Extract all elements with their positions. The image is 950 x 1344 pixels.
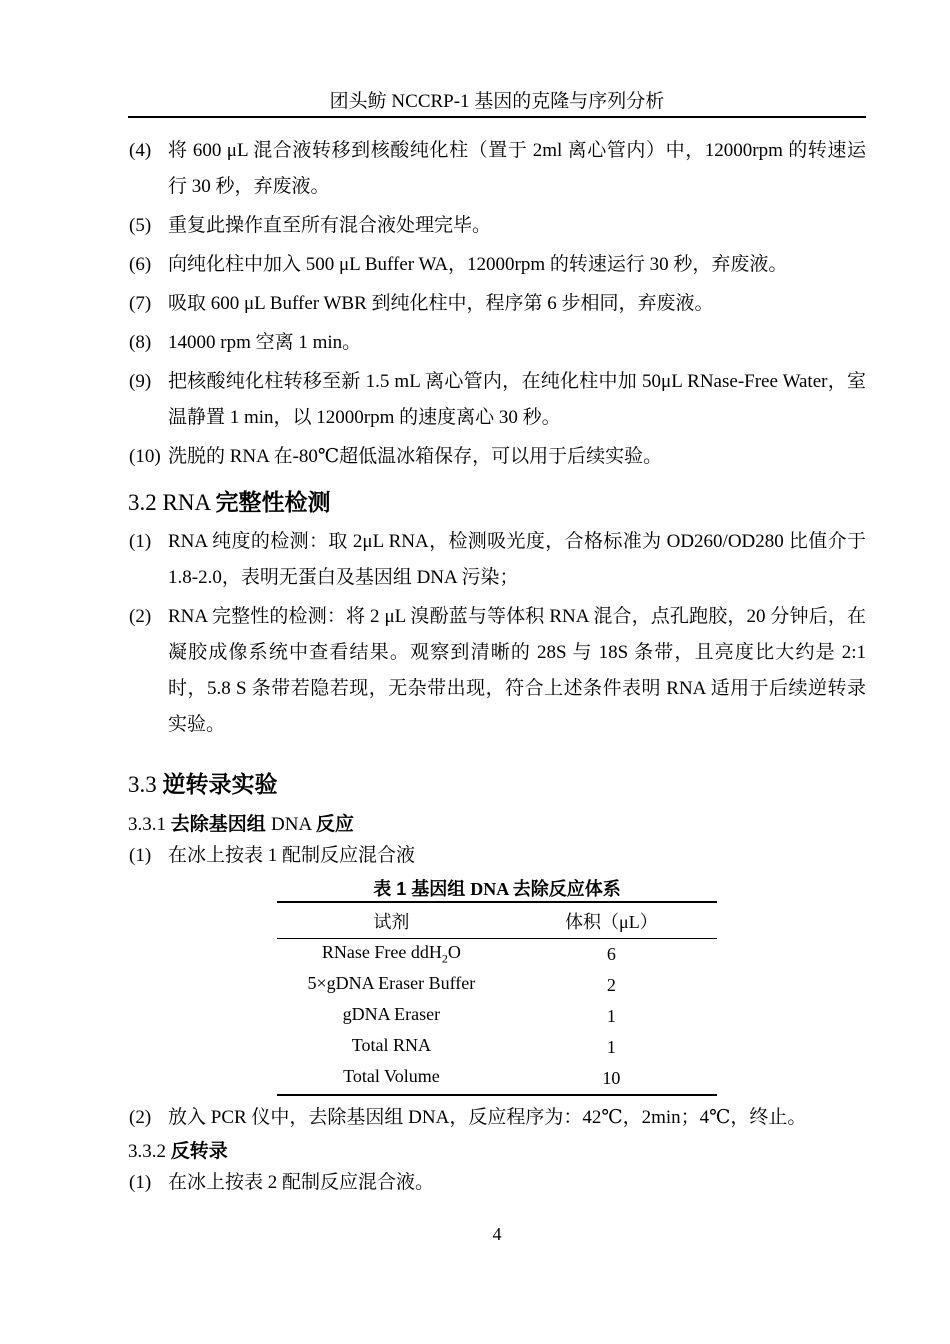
list-item-number: (1) <box>129 845 152 866</box>
list-item-number: (2) <box>129 606 152 627</box>
table-row <box>277 1032 717 1063</box>
list-item <box>128 133 866 205</box>
rna-extraction-list <box>128 133 866 475</box>
table-row <box>277 1001 717 1032</box>
reagent-cell <box>277 1032 506 1063</box>
list-item-text: 重复此操作直至所有混合液处理完毕。 <box>168 215 492 236</box>
list-item-text: 在冰上按表 1 配制反应混合液 <box>168 845 416 866</box>
section-heading-3-2 <box>128 487 866 518</box>
volume-cell: 1 <box>606 1006 616 1026</box>
list-item-text: 将 600 μL 混合液转移到核酸纯化柱（置于 2ml 离心管内）中，12000rpm 的转速运行 30 秒，弃废液。 <box>168 140 866 197</box>
reagent-text: Total Volume <box>343 1066 440 1087</box>
table-title-cn: 表 1 基因组 <box>373 879 471 899</box>
list-item <box>128 838 866 874</box>
subsection-title: 去除基因组 <box>170 814 272 835</box>
list-item-number: (1) <box>129 531 152 552</box>
section-number: 3.3 <box>128 772 163 797</box>
list-item-number: (10) <box>129 446 161 467</box>
list-item <box>128 599 866 743</box>
table-row <box>277 939 717 971</box>
volume-cell: 10 <box>602 1068 621 1088</box>
list-item <box>128 524 866 596</box>
table-1 <box>277 877 717 1096</box>
list-item-text: 14000 rpm 空离 1 min。 <box>168 332 362 353</box>
reagent-cell <box>277 1001 506 1032</box>
table-row <box>277 1063 717 1095</box>
subsection-title: 反转录 <box>170 1141 228 1162</box>
volume-cell: 1 <box>606 1037 616 1057</box>
subsection-heading-3-3-2 <box>128 1139 866 1165</box>
list-item-number: (9) <box>129 371 152 392</box>
list-item-text: 把核酸纯化柱转移至新 1.5 mL 离心管内，在纯化柱中加 50μL RNase-Free Water，室温静置 1 min，以 12000rpm 的速度离心 30 秒。 <box>168 371 866 428</box>
list-item-number: (1) <box>129 1172 152 1193</box>
list-item <box>128 247 866 283</box>
subsection-number: 3.3.1 <box>128 814 171 835</box>
list-item-number: (2) <box>129 1107 152 1128</box>
list-item-text: 吸取 600 μL Buffer WBR 到纯化柱中，程序第 6 步相同，弃废液。 <box>168 293 714 314</box>
list-item <box>128 1165 866 1201</box>
reagent-cell <box>277 939 506 971</box>
list-item-text: 在冰上按表 2 配制反应混合液。 <box>168 1172 435 1193</box>
table-header-volume: 体积（μL） <box>565 911 658 932</box>
table-header-reagent: 试剂 <box>373 911 410 932</box>
list-item <box>128 439 866 475</box>
reagent-text: O <box>447 942 461 963</box>
section-title: 逆转录实验 <box>162 771 278 797</box>
running-header <box>128 0 866 118</box>
subsection-title: 反应 <box>315 814 354 835</box>
list-item <box>128 1100 866 1136</box>
section-heading-3-3 <box>128 769 866 800</box>
list-item-number: (8) <box>129 332 152 353</box>
reagent-text: Total RNA <box>351 1035 432 1056</box>
list-item-number: (7) <box>129 293 152 314</box>
volume-cell: 2 <box>606 975 616 995</box>
table-row <box>277 970 717 1001</box>
subsection-number: 3.3.2 <box>128 1141 171 1162</box>
volume-cell: 6 <box>606 944 616 964</box>
list-item-number: (4) <box>129 140 152 161</box>
page-content <box>128 0 866 1244</box>
running-header-title: 团头鲂 NCCRP-1 基因的克隆与序列分析 <box>329 91 665 112</box>
list-item <box>128 364 866 436</box>
reagent-text: RNase Free ddH <box>321 942 442 963</box>
reagent-table <box>277 901 717 1096</box>
reagent-subscript: 2 <box>441 951 448 966</box>
subsection-heading-3-3-1 <box>128 812 866 838</box>
list-item-text: 放入 PCR 仪中，去除基因组 DNA，反应程序为：42℃，2min；4℃，终止。 <box>168 1107 807 1128</box>
reagent-text: 5×gDNA Eraser Buffer <box>307 973 476 994</box>
table-title-cn: 去除反应体系 <box>512 879 621 899</box>
list-item-number: (5) <box>129 215 152 236</box>
reagent-cell <box>277 970 506 1001</box>
list-item-text: RNA 完整性的检测：将 2 μL 溴酚蓝与等体积 RNA 混合，点孔跑胶，20 分钟后，在凝胶成像系统中查看结果。观察到清晰的 28S 与 18S 条带，且亮度比大约是 2:1 时，5.8 S 条带若隐若现，无杂带出现，符合上述条件表明 RNA 适用于后续逆转录实验。 <box>168 606 866 735</box>
page-number: 4 <box>492 1224 502 1244</box>
table-title <box>277 877 717 901</box>
section-number: 3.2 RNA <box>128 490 216 515</box>
reagent-text: gDNA Eraser <box>342 1004 441 1025</box>
table-header-row <box>277 902 717 939</box>
list-item-text: 向纯化柱中加入 500 μL Buffer WA，12000rpm 的转速运行 30 秒，弃废液。 <box>168 254 788 275</box>
reagent-cell <box>277 1063 506 1095</box>
list-item <box>128 208 866 244</box>
section-title: 完整性检测 <box>215 489 331 515</box>
rna-integrity-list <box>128 524 866 743</box>
list-item-text: RNA 纯度的检测：取 2μL RNA，检测吸光度，合格标准为 OD260/OD280 比值介于 1.8-2.0，表明无蛋白及基因组 DNA 污染； <box>168 531 866 588</box>
list-item-number: (6) <box>129 254 152 275</box>
list-item <box>128 286 866 322</box>
table-title-en: DNA <box>470 879 513 899</box>
list-item <box>128 325 866 361</box>
subsection-title-en: DNA <box>271 814 316 835</box>
list-item-text: 洗脱的 RNA 在-80℃超低温冰箱保存，可以用于后续实验。 <box>168 446 663 467</box>
